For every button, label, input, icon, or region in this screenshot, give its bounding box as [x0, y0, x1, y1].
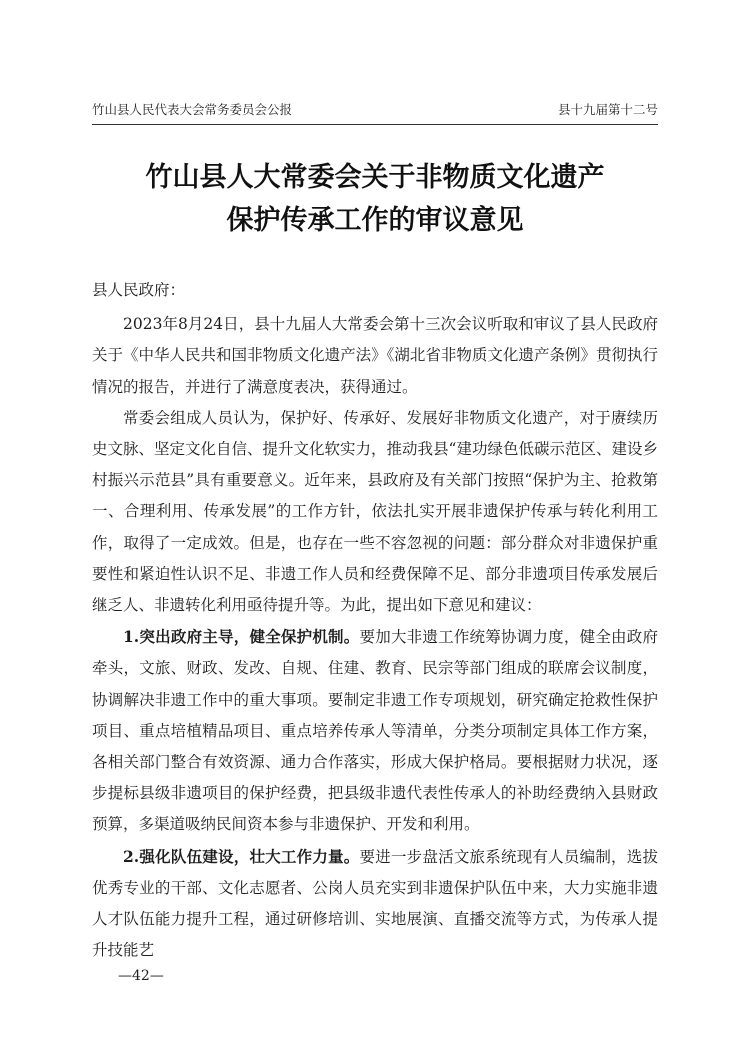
paragraph-suggestion-2: [92, 841, 658, 967]
paragraph-intro: 2023年8月24日，县十九届人大常委会第十三次会议听取和审议了县人民政府关于《中华人民共和国非物质文化遗产法》《湖北省非物质文化遗产条例》贯彻执行情况的报告，并进行了满意度表决，获得通过。: [92, 315, 658, 396]
running-header: [92, 100, 658, 122]
title-line-2: 保护传承工作的审议意见: [226, 205, 524, 236]
salutation: 县人民政府：: [92, 281, 186, 299]
header-publication-name: 竹山县人民代表大会常务委员会公报: [92, 102, 293, 117]
suggestion-2-heading: 2.强化队伍建设，壮大工作力量。: [123, 846, 360, 866]
document-title: [92, 156, 658, 242]
document-body: [92, 275, 658, 966]
suggestion-1-heading: 1.突出政府主导，健全保护机制。: [123, 627, 360, 647]
title-line-1: 竹山县人大常委会关于非物质文化遗产: [145, 162, 605, 193]
suggestion-1-text: 要加大非遗工作统筹协调力度，健全由政府牵头，文旅、财政、发改、自规、住建、教育、民宗等部门组成的联席会议制度，协调解决非遗工作中的重大事项。要制定非遗工作专项规划，研究确定抢救性保护项目、重点培植精品项目、重点培养传承人等清单，分类分项制定具体工作方案，各相关部门整合有效资源、通力合作落实，形成大保护格局。要根据财力状况，逐步提标县级非遗项目的保护经费，把县级非遗代表性传承人的补助经费纳入县财政预算，多渠道吸纳民间资本参与非遗保护、开发和利用。: [92, 628, 658, 834]
header-issue-number: 县十九届第十二号: [557, 102, 658, 117]
header-divider: [92, 124, 658, 125]
page-number: —42—: [118, 968, 164, 984]
suggestion-2-text: 要进一步盘活文旅系统现有人员编制，选拔优秀专业的干部、文化志愿者、公岗人员充实到非遗保护队伍中来，大力实施非遗人才队伍能力提升工程，通过研修培训、实地展演、直播交流等方式，为传承人提升技能艺: [92, 847, 658, 960]
paragraph-assessment: 常委会组成人员认为，保护好、传承好、发展好非物质文化遗产，对于赓续历史文脉、坚定文化自信、提升文化软实力，推动我县“建功绿色低碳示范区、建设乡村振兴示范县”具有重要意义。近年来，县政府及有关部门按照“保护为主、抢救第一、合理利用、传承发展”的工作方针，依法扎实开展非遗保护传承与转化利用工作，取得了一定成效。但是，也存在一些不容忽视的问题：部分群众对非遗保护重要性和紧迫性认识不足、非遗工作人员和经费保障不足、部分非遗项目传承发展后继乏人、非遗转化利用亟待提升等。为此，提出如下意见和建议：: [92, 408, 658, 615]
paragraph-suggestion-1: [92, 621, 658, 840]
